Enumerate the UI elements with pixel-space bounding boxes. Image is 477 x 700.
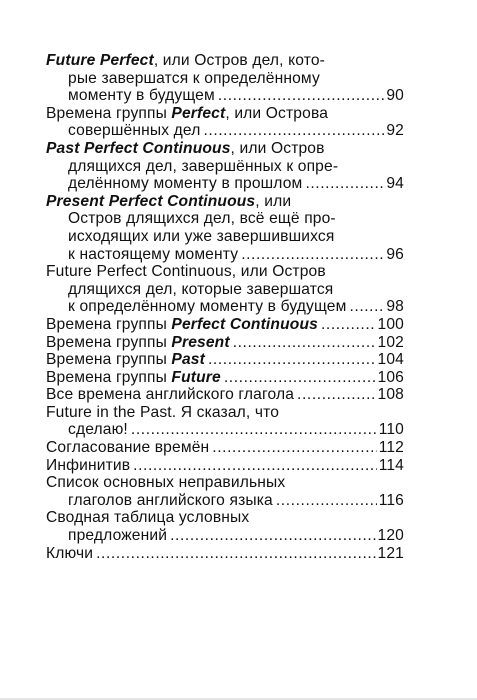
toc-entry-text: Список основных неправильных [46, 474, 286, 492]
toc-entry-text: Future in the Past. Я сказал, что [46, 403, 280, 421]
toc-entry-text: делённому моменту в прошлом [68, 175, 303, 193]
toc-page-number: 92 [386, 122, 404, 140]
toc-entry-text: , или Остров [230, 139, 325, 157]
toc-entry-text: , или Острова [225, 104, 329, 122]
dot-leader [133, 457, 377, 475]
toc-page-number: 108 [377, 386, 404, 404]
toc-entry [46, 351, 404, 369]
toc-page-number: 121 [377, 544, 404, 562]
toc-page-number: 116 [378, 491, 404, 509]
toc-entry [46, 263, 404, 316]
dot-leader [224, 369, 376, 387]
toc-entry-emphasis: Present [171, 333, 230, 351]
toc-entry-text: рые завершатся к определённому [68, 69, 320, 87]
dot-leader [218, 87, 385, 105]
toc-entry-text: Ключи [46, 544, 94, 562]
toc-entry-text: , или Остров дел, кото- [153, 52, 326, 69]
toc-entry-text: Все времена английского глагола [46, 386, 295, 404]
dot-leader [170, 527, 375, 545]
toc-entry-emphasis: Future Perfect [46, 52, 154, 69]
toc-entry-text: Согласование времён [46, 439, 210, 457]
dot-leader [349, 298, 384, 316]
toc-entry-text: Времена группы [46, 368, 172, 386]
toc-entry-text: Времена группы [46, 351, 172, 369]
toc-entry-text: сделаю! [68, 421, 128, 439]
toc-page-number: 102 [377, 333, 404, 351]
dot-leader [297, 386, 376, 404]
toc-entry-text: длящихся дел, которые завершатся [68, 280, 334, 298]
toc-entry [46, 193, 404, 263]
toc-entry [46, 474, 404, 509]
dot-leader [233, 334, 376, 352]
toc-page-number: 104 [377, 351, 404, 369]
toc-entry-text: Инфинитив [46, 456, 131, 474]
toc-entry-text: к определённому моменту в будущем [68, 298, 347, 316]
dot-leader [208, 351, 376, 369]
dot-leader [96, 545, 375, 563]
toc-entry-text: , или [255, 192, 292, 210]
toc-entry-emphasis: Perfect [171, 104, 226, 122]
toc-entry [46, 509, 404, 544]
toc-entry-text: Future Perfect Continuous, или Остров [46, 263, 326, 281]
toc-entry [46, 105, 404, 140]
toc-entry [46, 52, 404, 105]
toc-entry-emphasis: Future [171, 368, 221, 386]
dot-leader [131, 421, 377, 439]
toc-entry [46, 545, 404, 563]
toc-entry [46, 140, 404, 193]
toc-entry-emphasis: Perfect Continuous [171, 315, 318, 333]
toc-page-number: 114 [378, 456, 404, 474]
dot-leader [241, 246, 384, 264]
toc-entry-text: Остров длящихся дел, всё ещё про- [68, 210, 336, 228]
toc-page-number: 110 [378, 421, 404, 439]
dot-leader [305, 175, 384, 193]
toc-page-number: 94 [386, 175, 404, 193]
table-of-contents [46, 52, 404, 562]
toc-entry-text: Времена группы [46, 104, 172, 122]
dot-leader [321, 316, 376, 334]
toc-entry-emphasis: Past [171, 351, 205, 369]
toc-page-number: 96 [386, 245, 404, 263]
toc-entry [46, 457, 404, 475]
toc-entry-text: к настоящему моменту [68, 245, 239, 263]
toc-entry-text: моменту в будущем [68, 87, 215, 105]
toc-entry-text: исходящих или уже завершившихся [68, 227, 335, 245]
toc-page-number: 98 [386, 298, 404, 316]
toc-entry [46, 439, 404, 457]
toc-entry-text: Времена группы [46, 333, 172, 351]
toc-entry [46, 369, 404, 387]
dot-leader [276, 492, 377, 510]
toc-page-number: 112 [378, 439, 404, 457]
toc-entry [46, 316, 404, 334]
toc-page-number: 90 [386, 87, 404, 105]
toc-entry [46, 334, 404, 352]
toc-page-number: 120 [377, 527, 404, 545]
toc-entry [46, 404, 404, 439]
toc-page-number: 106 [377, 368, 404, 386]
toc-entry-emphasis: Present Perfect Continuous [46, 192, 256, 210]
toc-entry-text: длящихся дел, завершённых к опре- [68, 157, 339, 175]
toc-entry-text: Сводная таблица условных [46, 509, 250, 527]
toc-entry-text: глаголов английского языка [68, 491, 273, 509]
toc-page-number: 100 [377, 315, 404, 333]
toc-entry-emphasis: Past Perfect Continuous [46, 139, 231, 157]
dot-leader [203, 122, 384, 140]
dot-leader [212, 439, 376, 457]
toc-entry-text: предложений [68, 527, 168, 545]
toc-entry [46, 386, 404, 404]
toc-entry-text: совершённых дел [68, 122, 201, 140]
toc-entry-text: Времена группы [46, 315, 172, 333]
